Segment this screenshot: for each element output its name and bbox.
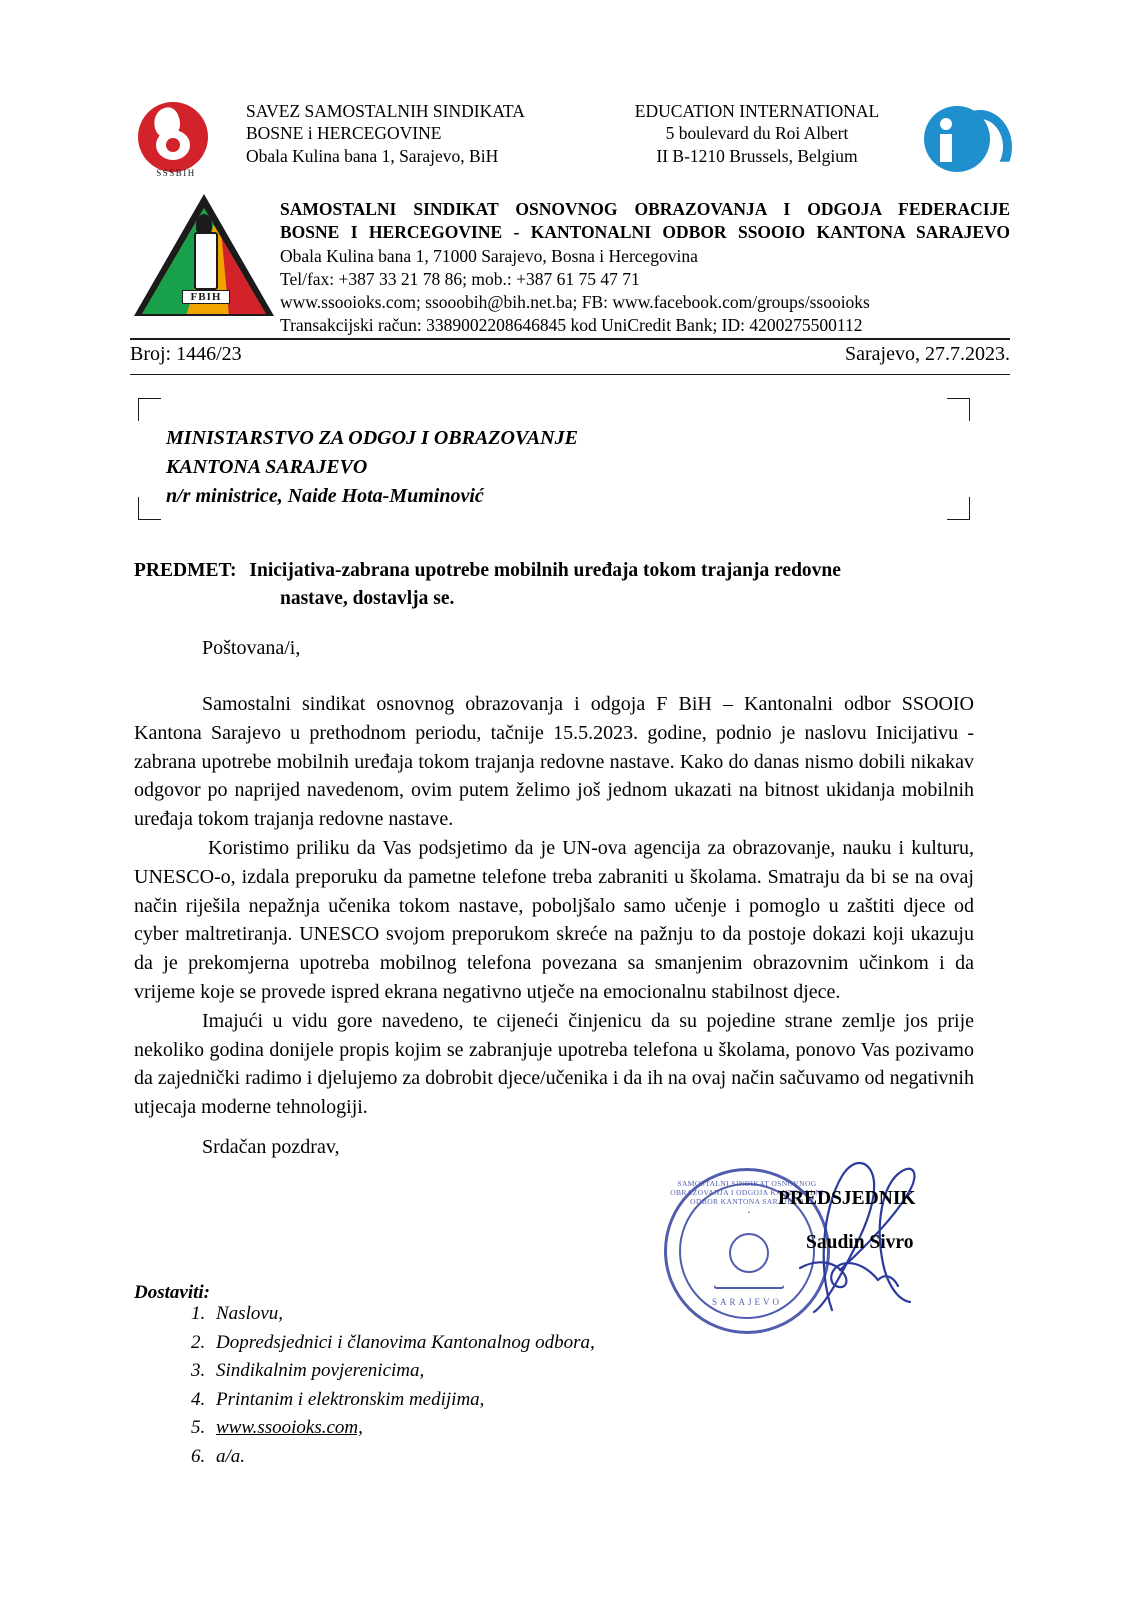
distribution-title: Dostaviti:	[134, 1282, 210, 1303]
right-org-line3: II B-1210 Brussels, Belgium	[656, 145, 858, 166]
signature-title: PREDSJEDNIK	[778, 1188, 916, 1209]
right-organization-block	[612, 100, 902, 167]
list-item: 2. Dopredsjednici i članovima Kantonalnog odbora,	[210, 1329, 595, 1358]
union-bank-line: Transakcijski račun: 3389002208646845 kod UniCredit Bank; ID: 4200275500112	[280, 315, 863, 336]
left-org-line3: Obala Kulina bana 1, Sarajevo, BiH	[246, 145, 499, 166]
stamp-bottom-text: SARAJEVO	[711, 1297, 782, 1307]
right-org-line1: EDUCATION INTERNATIONAL	[634, 101, 880, 121]
left-org-line2: BOSNE i HERCEGOVINE	[246, 123, 442, 144]
union-web-line: www.ssooioks.com; ssooobih@bih.net.ba; FB: www.facebook.com/groups/ssooioks	[280, 292, 870, 313]
letter-body	[134, 690, 974, 1122]
sssbih-logo-caption: SSSBIH	[156, 168, 196, 178]
salutation: Poštovana/i,	[202, 637, 301, 659]
document-number: Broj: 1446/23	[130, 343, 242, 365]
stamp-circle-emblem	[729, 1233, 769, 1273]
stamp-top-text: SAMOSTALNI SINDIKAT OSNOVNOG OBRAZOVANJA I ODGOJA KANTONALNI ODBOR KANTONA SARAJEVO	[670, 1179, 824, 1206]
torch-icon	[194, 232, 218, 290]
body-paragraph-1: Samostalni sindikat osnovnog obrazovanja i odgoja F BiH – Kantonalni odbor SSOOIO Kantona Sarajevo u prethodnom periodu, tačnije 15.5.2023. godine, podnio je naslovu Inicijativu - zabrana upotrebe mobilnih uređaja tokom trajanja redovne nastave. Kako do danas nismo dobili nikakav odgovor po naprijed navedenom, ovim putem želimo još jednom ukazati na bitnost ukidanja mobilnih uređaja tokom trajanja redovne nastave.	[134, 693, 974, 831]
letterhead-top-row	[130, 100, 1010, 188]
website-link[interactable]: www.ssooioks.com,	[216, 1417, 363, 1438]
addressee-block	[166, 424, 578, 511]
left-org-line1: SAVEZ SAMOSTALNIH SINDIKATA	[246, 101, 525, 121]
crop-mark-top-right	[947, 398, 970, 421]
subject-text-line1: Inicijativa-zabrana upotrebe mobilnih uređaja tokom trajanja redovne	[249, 560, 841, 581]
crop-mark-top-left	[138, 398, 161, 421]
body-paragraph-2: Koristimo priliku da Vas podsjetimo da je UN-ova agencija za obrazovanje, nauku i kulturu, UNESCO-o, izdala preporuku da pametne telefone treba zabraniti u školama. Smatraju da bi se na ovaj način riješila nepažnja učenika tokom nastave, poboljšalo samo učenje i pomoglo u zaštiti djece od cyber maltretiranja. UNESCO svojom preporukom skreće na pažnju to da postoje dokazi koji ukazuju da je prekomjerna upotreba mobilnog telefona povezana sa smanjenim obrazovnim učinkom i da vrijeme koje se provede ispred ekrana negativno utječe na emocionalnu stabilnost djece.	[134, 836, 974, 1003]
list-item: 3. Sindikalnim povjerenicima,	[210, 1357, 595, 1386]
union-name-line1: SAMOSTALNI SINDIKAT OSNOVNOG OBRAZOVANJA I ODGOJA FEDERACIJE	[280, 199, 1010, 219]
ei-logo-dot	[940, 118, 952, 130]
subject-block	[134, 557, 974, 614]
letterhead-second-row	[130, 192, 1010, 338]
list-item: 6. a/a.	[210, 1443, 595, 1472]
distribution-list	[166, 1300, 595, 1471]
list-item: 1. Naslovu,	[210, 1300, 595, 1329]
fbih-union-logo	[130, 192, 280, 322]
header-divider-bottom	[130, 374, 1010, 375]
fbih-logo-caption: FBIH	[182, 290, 230, 304]
union-address-block	[280, 192, 1010, 338]
union-name-line2: BOSNE I HERCEGOVINE - KANTONALNI ODBOR SSOOIO KANTONA SARAJEVO	[280, 222, 1010, 243]
list-item	[210, 1414, 595, 1443]
body-paragraph-3: Imajući u vidu gore navedeno, te cijeneći činjenicu da su pojedine strane zemlje jos prije nekoliko godina donijele propis kojim se zabranjuje upotreba telefona u školama, ponovo Vas pozivamo da zajednički radimo i djelujemo za dobrobit djece/učenika i da ih na ovaj način sačuvamo od negativnih utjecaja moderne tehnologiji.	[134, 1009, 974, 1119]
subject-label: PREDMET:	[134, 560, 237, 581]
crop-mark-bottom-left	[138, 497, 161, 520]
union-phone-line: Tel/fax: +387 33 21 78 86; mob.: +387 61 75 47 71	[280, 268, 640, 289]
letterhead	[130, 100, 1010, 338]
reference-line	[130, 343, 1010, 366]
place-and-date: Sarajevo, 27.7.2023.	[845, 343, 1010, 365]
addressee-line3: n/r ministrice, Naide Hota-Muminović	[166, 485, 484, 507]
addressee-line2: KANTONA SARAJEVO	[166, 456, 368, 478]
signature-name: Saudin Sivro	[806, 1232, 914, 1253]
education-international-logo	[918, 106, 1010, 178]
header-divider-top	[130, 338, 1010, 340]
subject-text-line2: nastave, dostavlja se.	[280, 588, 455, 610]
sssbih-logo	[130, 100, 222, 188]
addressee-line1: MINISTARSTVO ZA ODGOJ I OBRAZOVANJE	[166, 427, 578, 449]
closing-line: Srdačan pozdrav,	[202, 1136, 340, 1158]
crop-mark-bottom-right	[947, 497, 970, 520]
list-item: 4. Printanim i elektronskim medijima,	[210, 1386, 595, 1415]
union-address-line: Obala Kulina bana 1, 71000 Sarajevo, Bosna i Hercegovina	[280, 245, 698, 266]
sssbih-logo-dot	[166, 138, 180, 152]
left-organization-block	[246, 100, 596, 167]
ei-logo-stem	[940, 134, 952, 162]
right-org-line2: 5 boulevard du Roi Albert	[665, 123, 849, 144]
